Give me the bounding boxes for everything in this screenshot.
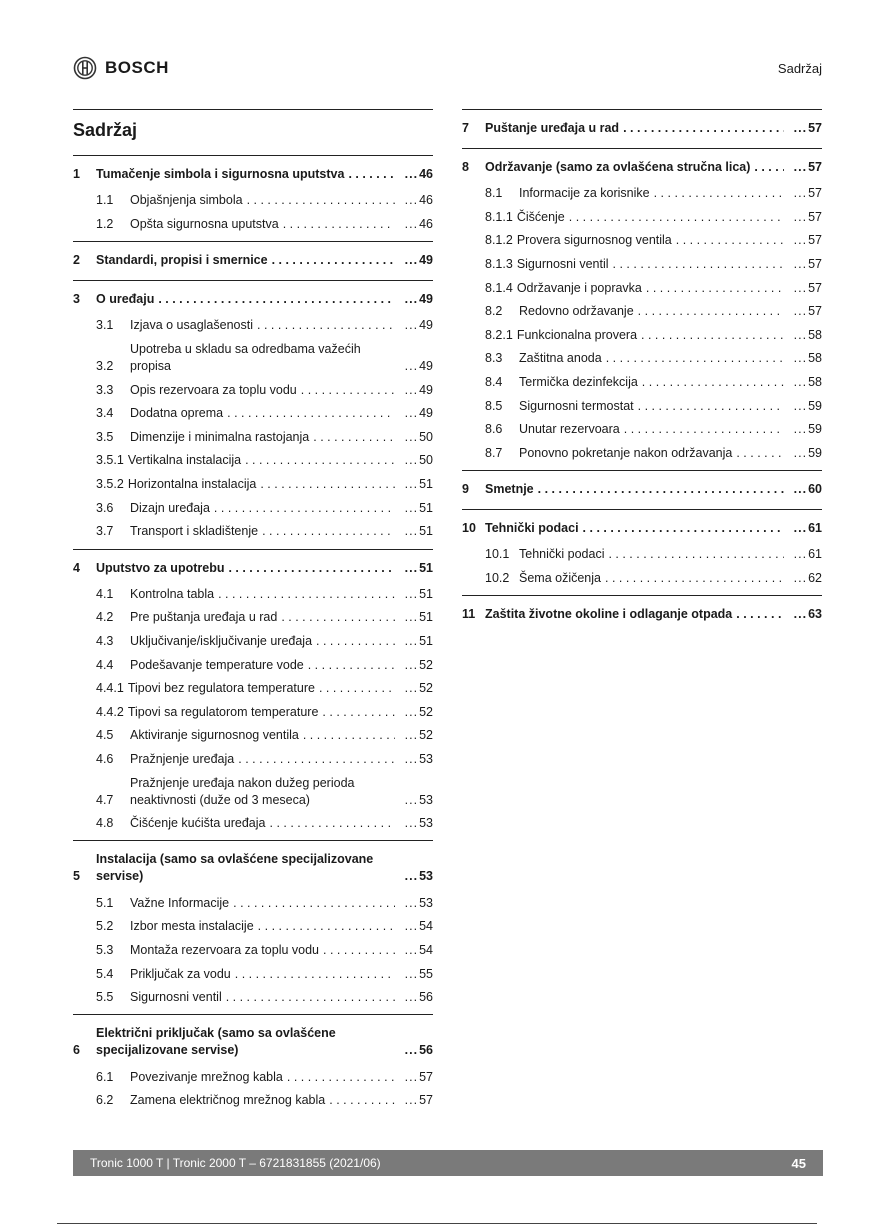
toc-chapter-entry[interactable] (462, 475, 822, 504)
toc-dot-leader (638, 398, 784, 415)
toc-page-number: ... 53 (399, 751, 433, 768)
toc-page-number: ... 62 (788, 570, 822, 587)
toc-entry-number: 10.1 (485, 547, 510, 562)
toc-dot-leader (247, 192, 395, 209)
toc-chapter-entry[interactable] (462, 153, 822, 182)
toc-entry-title: Upotreba u skladu sa odredbama važećih propisa (130, 342, 361, 374)
toc-dot-leader (329, 1092, 395, 1109)
toc-entry-number: 4 (73, 560, 80, 575)
toc-subsection-entry[interactable] (73, 314, 433, 338)
toc-page-number: ... 57 (788, 185, 822, 202)
toc-dot-leader (624, 421, 784, 438)
toc-entry-title: Tehnički podaci (485, 521, 579, 536)
toc-entry-number: 5.5 (96, 990, 114, 1005)
toc-subsection-entry[interactable] (73, 426, 433, 450)
toc-page-number: ... 56 (399, 989, 433, 1006)
toc-entry-number: 3.3 (96, 382, 114, 397)
toc-entry-number: 4.4.1 (96, 681, 124, 696)
toc-entry-title: Tumačenje simbola i sigurnosna uputstva (96, 167, 345, 181)
toc-page-number: ... 58 (788, 350, 822, 367)
toc-page-number: ... 59 (788, 398, 822, 415)
toc-subsection-entry[interactable] (73, 402, 433, 426)
toc-page-number: ... 57 (788, 256, 822, 273)
toc-entry-number: 3.1 (96, 318, 114, 333)
toc-subsection-entry[interactable] (462, 276, 822, 300)
toc-dot-leader (319, 680, 395, 697)
toc-dot-leader (642, 374, 784, 391)
toc-dot-leader (606, 350, 784, 367)
toc-page-number: ... 49 (399, 405, 433, 422)
toc-entry-title: Izbor mesta instalacije (130, 919, 254, 934)
toc-subsection-entry[interactable] (462, 300, 822, 324)
toc-entry-title: Tipovi bez regulatora temperature (127, 681, 315, 696)
toc-entry-number: 1.1 (96, 193, 114, 208)
toc-entry-number: 8.4 (485, 375, 503, 390)
toc-page-number: ... 46 (399, 216, 433, 233)
toc-entry-title: Opšta sigurnosna uputstva (130, 216, 279, 231)
toc-subsection-entry[interactable] (462, 347, 822, 371)
toc-page-number: ... 52 (399, 680, 433, 697)
toc-dot-leader (301, 382, 395, 399)
toc-entry-number: 5 (73, 869, 80, 884)
toc-entry-number: 4.4 (96, 657, 114, 672)
toc-entry-number: 10 (462, 521, 476, 536)
toc-dot-leader (158, 291, 395, 308)
toc-section (462, 148, 822, 470)
toc-dot-leader (754, 159, 784, 176)
toc-entry-title: Održavanje i popravka (516, 280, 642, 295)
toc-entry-number: 6 (73, 1043, 80, 1058)
toc-page-number: ... 60 (788, 481, 822, 498)
toc-subsection-entry[interactable] (73, 449, 433, 473)
toc-subsection-entry[interactable] (73, 986, 433, 1010)
toc-entry-title: Vertikalna instalacija (127, 453, 242, 468)
toc-dot-leader (238, 751, 395, 768)
toc-entry-number: 3.6 (96, 500, 114, 515)
toc-dot-leader (270, 815, 396, 832)
toc-page-number: ... 51 (399, 476, 433, 493)
header-section-label: Sadržaj (777, 61, 822, 76)
toc-chapter-entry[interactable] (73, 246, 433, 275)
toc-dot-leader (569, 209, 784, 226)
toc-page-number: ... 61 (788, 546, 822, 563)
toc-section (73, 155, 433, 241)
toc-entry-title: Standardi, propisi i smernice (96, 253, 268, 268)
toc-dot-leader (323, 942, 395, 959)
toc-entry-title: Montaža rezervoara za toplu vodu (130, 942, 319, 957)
toc-page-number: ... 54 (399, 918, 433, 935)
toc-entry-number: 3.4 (96, 406, 114, 421)
toc-entry-title: Podešavanje temperature vode (130, 657, 304, 672)
toc-dot-leader (260, 476, 395, 493)
toc-dot-leader (214, 500, 395, 517)
toc-subsection-entry[interactable] (462, 394, 822, 418)
toc-entry-number: 8.5 (485, 398, 503, 413)
toc-entry-number: 2 (73, 253, 80, 268)
toc-entry-number: 5.3 (96, 942, 114, 957)
toc-entry-number: 7 (462, 121, 469, 135)
toc-page-number: ... 51 (399, 633, 433, 650)
toc-dot-leader (605, 570, 784, 587)
toc-page-number: ... 50 (399, 429, 433, 446)
toc-page-number: ... 49 (399, 291, 433, 308)
toc-entry-number: 3 (73, 292, 80, 307)
toc-subsection-entry[interactable] (73, 962, 433, 986)
toc-title: Sadržaj (73, 109, 433, 155)
toc-dot-leader (538, 481, 784, 498)
toc-dot-leader (245, 452, 395, 469)
toc-entry-number: 4.8 (96, 816, 114, 831)
toc-page-number: ... 63 (788, 606, 822, 623)
toc-chapter-entry[interactable] (73, 1019, 433, 1065)
toc-page-number: ... 57 (399, 1069, 433, 1086)
page-number: 45 (791, 1155, 806, 1171)
toc-entry-title: Termička dezinfekcija (519, 375, 638, 390)
bosch-logo (73, 56, 169, 80)
toc-dot-leader (308, 657, 395, 674)
toc-entry-title: Dizajn uređaja (130, 500, 210, 515)
toc-entry-title: Objašnjenja simbola (130, 193, 243, 208)
bosch-armature-icon (73, 56, 97, 80)
toc-page-number: ... 58 (788, 327, 822, 344)
toc-dot-leader (218, 586, 395, 603)
toc-page-number: ... 55 (399, 966, 433, 983)
toc-entry-title: Pre puštanja uređaja u rad (130, 610, 278, 625)
toc-page-number: ... 53 (399, 868, 433, 885)
toc-dot-leader (613, 256, 784, 273)
toc-dot-leader (654, 185, 784, 202)
toc-page-number: ... 61 (788, 520, 822, 537)
toc-entry-title: Kontrolna tabla (130, 586, 215, 601)
footer-bar (73, 1150, 823, 1176)
toc-entry-title: Aktiviranje sigurnosnog ventila (130, 728, 299, 743)
toc-page-number: ... 49 (399, 252, 433, 269)
toc-subsection-entry[interactable] (462, 229, 822, 253)
toc-subsection-entry[interactable] (73, 891, 433, 915)
toc-section (462, 470, 822, 509)
toc-page-number: ... 57 (788, 232, 822, 249)
toc-entry-number: 8.1.2 (485, 233, 513, 248)
toc-page-number: ... 49 (399, 358, 433, 375)
toc-entry-number: 8.2.1 (485, 327, 513, 342)
toc-section (73, 840, 433, 1014)
toc-entry-title: Informacije za korisnike (519, 186, 650, 201)
toc-page-number: ... 49 (399, 382, 433, 399)
toc-page-number: ... 49 (399, 317, 433, 334)
toc-subsection-entry[interactable] (73, 378, 433, 402)
toc-chapter-entry[interactable] (73, 845, 433, 891)
toc-chapter-entry[interactable] (73, 554, 433, 583)
toc-entry-number: 1.2 (96, 216, 114, 231)
toc-page-number: ... 58 (788, 374, 822, 391)
toc-entry-number: 8.7 (485, 445, 503, 460)
toc-entry-title: Zaštita životne okoline i odlaganje otpada (485, 607, 733, 622)
toc-entry-number: 8.6 (485, 422, 503, 437)
toc-entry-title: Uputstvo za upotrebu (96, 560, 225, 575)
toc-subsection-entry[interactable] (73, 915, 433, 939)
toc-subsection-entry[interactable] (73, 724, 433, 748)
toc-page-number: ... 51 (399, 609, 433, 626)
toc-entry-number: 5.1 (96, 895, 114, 910)
toc-page-number: ... 59 (788, 445, 822, 462)
toc-entry-number: 11 (462, 607, 476, 622)
toc-dot-leader (233, 895, 395, 912)
toc-entry-number: 4.4.2 (96, 704, 124, 719)
toc-entry-number: 8.3 (485, 351, 503, 366)
toc-page-number: ... 53 (399, 815, 433, 832)
toc-entry-title: Čišćenje kućišta uređaja (130, 816, 266, 831)
toc-entry-title: Sigurnosni ventil (516, 257, 609, 272)
toc-page-number: ... 57 (788, 280, 822, 297)
toc-entry-title: Sigurnosni termostat (519, 398, 634, 413)
toc-entry-number: 4.6 (96, 751, 114, 766)
toc-entry-number: 4.2 (96, 610, 114, 625)
toc-entry-title: Dimenzije i minimalna rastojanja (130, 429, 310, 444)
toc-entry-title: Funkcionalna provera (516, 327, 638, 342)
toc-dot-leader (281, 609, 395, 626)
toc-entry-number: 8.1.4 (485, 280, 513, 295)
toc-subsection-entry[interactable] (73, 748, 433, 772)
toc-dot-leader (258, 918, 395, 935)
toc-entry-number: 3.5.1 (96, 453, 124, 468)
toc-dot-leader (262, 523, 395, 540)
toc-dot-leader (736, 606, 784, 623)
toc-dot-leader (623, 120, 784, 137)
toc-entry-number: 8.1.3 (485, 257, 513, 272)
toc-entry-title: Redovno održavanje (519, 304, 634, 319)
toc-entry-title: Zaštitna anoda (519, 351, 602, 366)
toc-subsection-entry[interactable] (73, 583, 433, 607)
toc-page-number: ... 50 (399, 452, 433, 469)
toc-section (73, 1014, 433, 1117)
toc-section (73, 241, 433, 280)
toc-entry-title: Dodatna oprema (130, 406, 224, 421)
toc-dot-leader (272, 252, 395, 269)
toc-entry-title: O uređaju (96, 292, 155, 307)
toc-dot-leader (583, 520, 784, 537)
toc-entry-title: Čišćenje (516, 209, 565, 224)
toc-entry-number: 6.2 (96, 1093, 114, 1108)
toc-entry-number: 3.5 (96, 429, 114, 444)
toc-subsection-entry[interactable] (462, 206, 822, 230)
toc-right-column (462, 109, 822, 634)
toc-entry-number: 5.4 (96, 966, 114, 981)
toc-page-number: ... 54 (399, 942, 433, 959)
toc-dot-leader (316, 633, 395, 650)
toc-page-number: ... 57 (788, 303, 822, 320)
toc-entry-title: Unutar rezervoara (519, 422, 620, 437)
toc-entry-title: Izjava o usaglašenosti (130, 318, 253, 333)
toc-dot-leader (228, 560, 395, 577)
toc-subsection-entry[interactable] (462, 253, 822, 277)
toc-dot-leader (226, 989, 395, 1006)
toc-chapter-entry[interactable] (462, 114, 822, 143)
toc-entry-number: 1 (73, 167, 80, 181)
toc-dot-leader (257, 317, 395, 334)
toc-subsection-entry[interactable] (73, 653, 433, 677)
toc-page-number: ... 52 (399, 704, 433, 721)
toc-dot-leader (676, 232, 784, 249)
toc-subsection-entry[interactable] (73, 630, 433, 654)
toc-subsection-entry[interactable] (73, 1065, 433, 1089)
toc-subsection-entry[interactable] (73, 189, 433, 213)
toc-entry-number: 4.3 (96, 634, 114, 649)
toc-entry-number: 5.2 (96, 919, 114, 934)
toc-entry-title: Horizontalna instalacija (127, 477, 257, 492)
toc-entry-title: Važne Informacije (130, 895, 230, 910)
toc-entry-title: Šema ožičenja (519, 571, 601, 586)
toc-entry-title: Provera sigurnosnog ventila (516, 233, 672, 248)
toc-dot-leader (287, 1069, 395, 1086)
toc-entry-number: 4.5 (96, 728, 114, 743)
toc-section (73, 280, 433, 548)
toc-subsection-entry[interactable] (73, 701, 433, 725)
toc-entry-title: Smetnje (485, 482, 534, 497)
toc-subsection-entry[interactable] (73, 473, 433, 497)
toc-section (462, 109, 822, 148)
toc-subsection-entry[interactable] (73, 520, 433, 544)
toc-page-number: ... 53 (399, 792, 433, 809)
toc-page-number: ... 59 (788, 421, 822, 438)
toc-dot-leader (641, 327, 784, 344)
toc-chapter-entry[interactable] (462, 600, 822, 629)
toc-dot-leader (313, 429, 395, 446)
toc-dot-leader (303, 727, 395, 744)
toc-entry-title: Povezivanje mrežnog kabla (130, 1069, 283, 1084)
toc-subsection-entry[interactable] (462, 442, 822, 466)
toc-subsection-entry[interactable] (462, 418, 822, 442)
toc-subsection-entry[interactable] (73, 606, 433, 630)
toc-left-column (73, 109, 433, 1118)
toc-entry-title: Električni priključak (samo sa ovlašćene specijalizovane servise) (96, 1026, 336, 1058)
toc-dot-leader (227, 405, 395, 422)
toc-section (462, 595, 822, 634)
toc-subsection-entry[interactable] (73, 213, 433, 237)
toc-subsection-entry[interactable] (73, 939, 433, 963)
toc-subsection-entry[interactable] (462, 567, 822, 591)
toc-subsection-entry[interactable] (462, 371, 822, 395)
toc-dot-leader (348, 166, 395, 183)
toc-entry-number: 10.2 (485, 571, 510, 586)
logo-text: BOSCH (105, 58, 169, 77)
toc-page-number: ... 53 (399, 895, 433, 912)
toc-entry-number: 9 (462, 482, 469, 497)
toc-entry-number: 3.2 (96, 359, 114, 374)
toc-entry-title: Zamena električnog mrežnog kabla (130, 1093, 326, 1108)
toc-entry-number: 8.1.1 (485, 209, 513, 224)
toc-page-number: ... 52 (399, 727, 433, 744)
toc-entry-title: Sigurnosni ventil (130, 990, 222, 1005)
toc-entry-number: 3.7 (96, 524, 114, 539)
toc-section (462, 509, 822, 595)
toc-dot-leader (235, 966, 395, 983)
toc-page-number: ... 57 (399, 1092, 433, 1109)
toc-dot-leader (638, 303, 784, 320)
toc-page-number: ... 51 (399, 560, 433, 577)
toc-subsection-entry[interactable] (462, 324, 822, 348)
toc-entry-title: Transport i skladištenje (130, 524, 259, 539)
toc-page-number: ... 51 (399, 500, 433, 517)
toc-entry-title: Pražnjenje uređaja nakon dužeg perioda neaktivnosti (duže od 3 meseca) (130, 775, 355, 807)
toc-entry-title: Pražnjenje uređaja (130, 751, 235, 766)
toc-page-number: ... 57 (788, 159, 822, 176)
toc-chapter-entry[interactable] (73, 160, 433, 189)
toc-entry-number: 8.2 (485, 304, 503, 319)
toc-entry-number: 4.1 (96, 586, 114, 601)
toc-subsection-entry[interactable] (462, 182, 822, 206)
toc-subsection-entry[interactable] (462, 543, 822, 567)
toc-subsection-entry[interactable] (73, 1089, 433, 1113)
toc-subsection-entry[interactable] (73, 771, 433, 812)
toc-chapter-entry[interactable] (73, 285, 433, 314)
toc-entry-number: 8 (462, 160, 469, 174)
footer-document-id: Tronic 1000 T | Tronic 2000 T – 6721831855 (2021/06) (90, 1156, 381, 1170)
toc-chapter-entry[interactable] (462, 514, 822, 543)
toc-entry-title: Priključak za vodu (130, 966, 231, 981)
toc-page-number: ... 46 (399, 166, 433, 183)
toc-page-number: ... 51 (399, 586, 433, 603)
toc-dot-leader (646, 280, 784, 297)
toc-entry-title: Tehnički podaci (519, 547, 605, 562)
toc-page-number: ... 46 (399, 192, 433, 209)
toc-page-number: ... 51 (399, 523, 433, 540)
toc-entry-title: Instalacija (samo sa ovlašćene specijalizovane servise) (96, 852, 374, 884)
toc-subsection-entry[interactable] (73, 812, 433, 836)
toc-entry-number: 6.1 (96, 1069, 114, 1084)
toc-dot-leader (322, 704, 395, 721)
toc-entry-number: 4.7 (96, 792, 114, 807)
toc-dot-leader (608, 546, 784, 563)
toc-entry-number: 8.1 (485, 186, 503, 201)
toc-subsection-entry[interactable] (73, 496, 433, 520)
toc-dot-leader (736, 445, 784, 462)
toc-entry-title: Ponovno pokretanje nakon održavanja (519, 445, 733, 460)
toc-subsection-entry[interactable] (73, 677, 433, 701)
bottom-rule (57, 1223, 817, 1224)
toc-page-number: ... 57 (788, 120, 822, 137)
toc-page-number: ... 56 (399, 1042, 433, 1059)
toc-entry-title: Uključivanje/isključivanje uređaja (130, 634, 313, 649)
toc-entry-title: Opis rezervoara za toplu vodu (130, 382, 297, 397)
toc-entry-title: Puštanje uređaja u rad (485, 121, 620, 135)
toc-entry-title: Održavanje (samo za ovlašćena stručna lica) (485, 160, 751, 174)
toc-page-number: ... 57 (788, 209, 822, 226)
toc-entry-title: Tipovi sa regulatorom temperature (127, 704, 319, 719)
toc-subsection-entry[interactable] (73, 338, 433, 379)
toc-dot-leader (283, 216, 395, 233)
toc-entry-number: 3.5.2 (96, 477, 124, 492)
toc-section (73, 549, 433, 841)
toc-page-number: ... 52 (399, 657, 433, 674)
